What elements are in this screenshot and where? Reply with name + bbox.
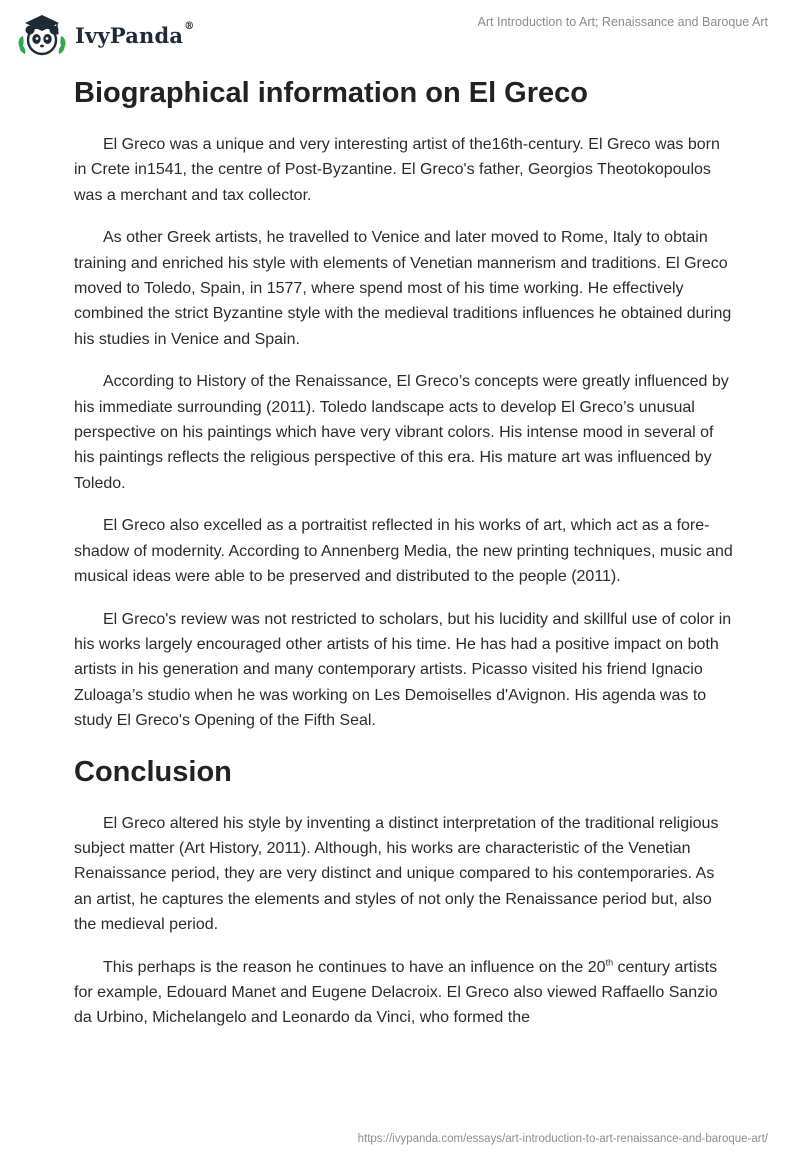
section-heading-conclusion: Conclusion (74, 755, 232, 788)
paragraph: El Greco also excelled as a portraitist reflected in his works of art, which act as a fore-shadow of modernity. According to Annenberg Media, the new printing techniques, music and musical ideas were able to be preserved and distributed to the people (2011). (74, 517, 733, 586)
panda-graduation-cap-icon (15, 10, 71, 58)
superscript: th (605, 957, 614, 968)
brand-name: IvyPanda® (75, 20, 195, 48)
essay-content (74, 70, 734, 1048)
paragraph: As other Greek artists, he travelled to Venice and later moved to Rome, Italy to obtain training and enriched his style with elements of Venetian mannerism and traditions. El Greco moved to Toledo, Spain, in 1577, where spend most of his time working. He effectively combined the strict Byzantine style with the medieval traditions influences he obtained during his studies in Venice and Spain. (74, 229, 732, 348)
paragraph: El Greco was a unique and very interesting artist of the16th-century. El Greco was born in Crete in1541, the centre of Post-Byzantine. El Greco's father, Georgios Theotokopoulos was a merchant and tax collector. (74, 136, 720, 204)
section-heading-biography: Biographical information on El Greco (74, 77, 588, 109)
paragraph: El Greco altered his style by inventing a distinct interpretation of the traditional religious subject matter (Art History, 2011). Although, his works are characteristic of the Venetian Renaissance period, they are very distinct and unique compared to his contemporaries. As an artist, he captures the elements and styles of not only the Renaissance period but, also the medieval period. (74, 814, 719, 934)
paragraph (74, 955, 734, 1031)
paragraph: According to History of the Renaissance, El Greco’s concepts were greatly influenced by his immediate surrounding (2011). Toledo landscape acts to develop El Greco’s unusual perspective on his paintings which have very vibrant colors. His intense mood in several of his paintings reflects the religious perspective of this era. His mature art was influenced by Toledo. (74, 373, 729, 492)
paragraph-text: century artists for example, Edouard Manet and Eugene Delacroix. El Greco also viewed Raffaello Sanzio da Urbino, Michelangelo and Leonardo da Vinci, who formed the (74, 958, 718, 1027)
page-header (0, 0, 800, 64)
ivypanda-logo[interactable] (15, 8, 194, 60)
paragraph-text: This perhaps is the reason he continues to have an influence on the 20 (103, 958, 606, 976)
paragraph: El Greco's review was not restricted to scholars, but his lucidity and skillful use of color in his works largely encouraged other artists of his time. He has had a positive impact on both artists in his generation and many contemporary artists. Picasso visited his friend Ignacio Zuloaga’s studio when he was working on Les Demoiselles d'Avignon. His agenda was to study El Greco's Opening of the Fifth Seal. (74, 610, 732, 730)
source-url-link[interactable]: https://ivypanda.com/essays/art-introduction-to-art-renaissance-and-baroque-art/ (357, 1133, 768, 1145)
document-title: Art Introduction to Art; Renaissance and Baroque Art (477, 15, 768, 29)
registered-mark: ® (184, 20, 195, 32)
